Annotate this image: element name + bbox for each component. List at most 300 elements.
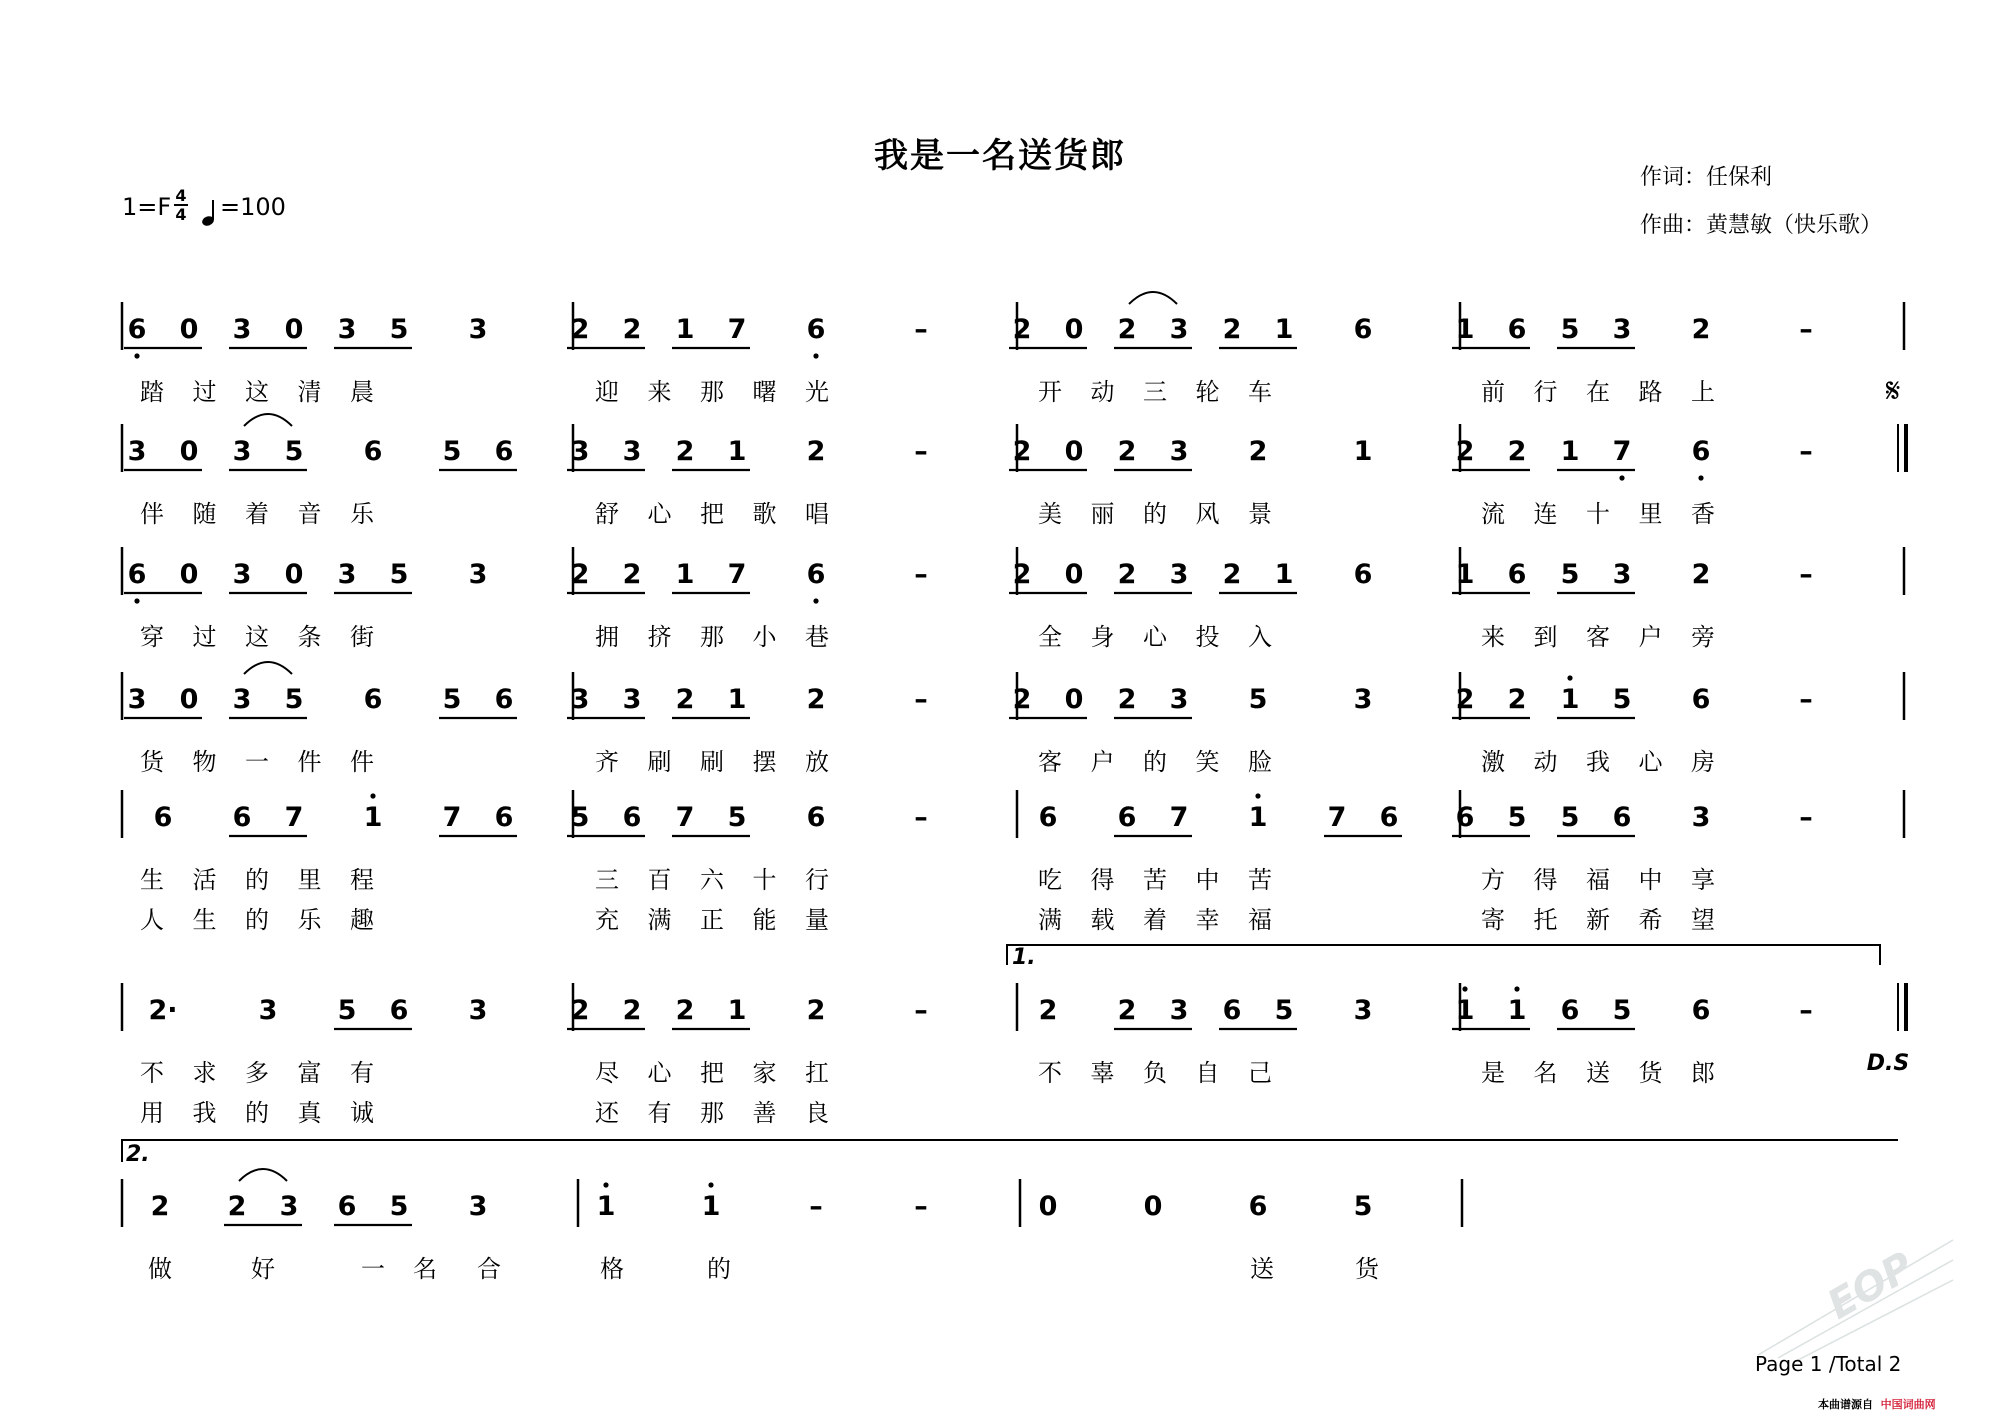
lyric-char: 伴 bbox=[140, 500, 164, 528]
note: 6 bbox=[494, 436, 514, 467]
note: 0 bbox=[284, 559, 304, 590]
high-octave-dot bbox=[1567, 675, 1572, 680]
note: 3 bbox=[1353, 995, 1373, 1026]
note: 2 bbox=[806, 684, 826, 715]
lyric-char: 风 bbox=[1195, 500, 1220, 528]
note: 3 bbox=[468, 559, 488, 590]
note: 7 bbox=[284, 802, 304, 833]
note: 3 bbox=[468, 314, 488, 345]
note: 2 bbox=[1012, 314, 1032, 345]
lyric-char: 拥 bbox=[595, 623, 619, 651]
lyric-char: 有 bbox=[647, 1099, 672, 1127]
note: 2 bbox=[1012, 559, 1032, 590]
note: 2 bbox=[150, 1191, 170, 1222]
note: 6 bbox=[1507, 559, 1527, 590]
note: 0 bbox=[1064, 559, 1084, 590]
note: 2 bbox=[570, 995, 590, 1026]
note: 2 bbox=[1012, 684, 1032, 715]
lyric-char: 这 bbox=[245, 623, 269, 651]
lyric-char: 舒 bbox=[595, 500, 619, 528]
note: 6 bbox=[363, 436, 383, 467]
sustain-dash: – bbox=[914, 684, 928, 715]
note: 0 bbox=[179, 314, 199, 345]
lyric-char: 货 bbox=[1355, 1255, 1379, 1283]
low-octave-dot bbox=[134, 598, 139, 603]
lyric-char: 福 bbox=[1248, 906, 1272, 934]
note: 3 bbox=[127, 684, 147, 715]
note: 5 bbox=[1612, 684, 1632, 715]
note: 2 bbox=[1117, 559, 1137, 590]
lyric-char: 刷 bbox=[647, 748, 672, 776]
key-signature: 1=F bbox=[122, 193, 172, 221]
note: 6 bbox=[622, 802, 642, 833]
note: 0 bbox=[1064, 314, 1084, 345]
note: 1 bbox=[1560, 436, 1580, 467]
ds-mark: D.S bbox=[1866, 1051, 1910, 1076]
lyric-char: 望 bbox=[1691, 906, 1715, 934]
note: 1 bbox=[675, 314, 695, 345]
note: 5 bbox=[284, 684, 304, 715]
lyric-char: 好 bbox=[251, 1255, 275, 1283]
note: 6 bbox=[1222, 995, 1242, 1026]
note: 1 bbox=[596, 1191, 616, 1222]
note: 6 bbox=[1353, 559, 1373, 590]
note: 2 bbox=[1507, 436, 1527, 467]
lyric-char: 用 bbox=[140, 1099, 164, 1127]
lyric-char: 货 bbox=[140, 748, 164, 776]
high-octave-dot bbox=[603, 1182, 608, 1187]
note: 6 bbox=[389, 995, 409, 1026]
note: 3 bbox=[1612, 314, 1632, 345]
note: 2 bbox=[806, 995, 826, 1026]
lyric-char: 一 bbox=[245, 748, 269, 776]
lyric-char: 客 bbox=[1038, 748, 1062, 776]
lyric-char: 前 bbox=[1481, 378, 1505, 406]
note: 3 bbox=[337, 559, 357, 590]
note: 0 bbox=[1038, 1191, 1058, 1222]
note: 5 bbox=[1612, 995, 1632, 1026]
lyric-char: 满 bbox=[647, 906, 672, 934]
note: 2 bbox=[1691, 314, 1711, 345]
note: 3 bbox=[570, 684, 590, 715]
note: 1 bbox=[727, 995, 747, 1026]
lyric-char: 着 bbox=[1143, 906, 1167, 934]
note: 3 bbox=[279, 1191, 299, 1222]
lyric-char: 不 bbox=[140, 1059, 164, 1087]
lyric-char: 趣 bbox=[350, 906, 374, 934]
note: 3 bbox=[570, 436, 590, 467]
note: 2 bbox=[1117, 436, 1137, 467]
lyric-char: 户 bbox=[1090, 748, 1115, 776]
note: 1 bbox=[363, 802, 383, 833]
lyric-char: 善 bbox=[752, 1099, 777, 1127]
note: 6 bbox=[494, 684, 514, 715]
lyric-char: 那 bbox=[700, 378, 724, 406]
lyric-char: 送 bbox=[1250, 1255, 1274, 1283]
note: 2 bbox=[1117, 684, 1137, 715]
note: 1 bbox=[1274, 559, 1294, 590]
note: 2· bbox=[148, 995, 178, 1026]
lyric-char: 的 bbox=[245, 1099, 269, 1127]
lyric-char: 良 bbox=[805, 1099, 829, 1127]
note: 6 bbox=[1379, 802, 1399, 833]
low-octave-dot bbox=[813, 598, 818, 603]
lyric-char: 自 bbox=[1195, 1059, 1220, 1087]
note: 1 bbox=[1455, 314, 1475, 345]
note: 3 bbox=[1169, 314, 1189, 345]
lyric-char: 百 bbox=[647, 866, 672, 894]
low-octave-dot bbox=[1698, 475, 1703, 480]
lyric-char: 货 bbox=[1638, 1059, 1663, 1087]
note: 7 bbox=[1327, 802, 1347, 833]
note: 0 bbox=[179, 559, 199, 590]
lyric-char: 小 bbox=[752, 623, 777, 651]
note: 7 bbox=[675, 802, 695, 833]
lyric-char: 这 bbox=[245, 378, 269, 406]
lyric-char: 负 bbox=[1143, 1059, 1167, 1087]
lyric-char: 那 bbox=[700, 1099, 724, 1127]
lyric-char: 歌 bbox=[752, 500, 777, 528]
note: 3 bbox=[468, 995, 488, 1026]
note: 3 bbox=[622, 436, 642, 467]
lyric-char: 开 bbox=[1038, 378, 1062, 406]
volta-1-label: 1. bbox=[1012, 945, 1036, 970]
lyric-char: 不 bbox=[1038, 1059, 1062, 1087]
high-octave-dot bbox=[370, 793, 375, 798]
lyric-char: 正 bbox=[700, 906, 724, 934]
note: 1 bbox=[1248, 802, 1268, 833]
note: 1 bbox=[701, 1191, 721, 1222]
note: 6 bbox=[1691, 995, 1711, 1026]
note: 6 bbox=[127, 559, 147, 590]
lyric-char: 希 bbox=[1638, 906, 1663, 934]
lyric-char: 齐 bbox=[595, 748, 619, 776]
high-octave-dot bbox=[1462, 986, 1467, 991]
lyric-char: 丽 bbox=[1090, 500, 1115, 528]
note: 6 bbox=[1038, 802, 1058, 833]
note: 1 bbox=[1560, 684, 1580, 715]
note: 2 bbox=[1455, 436, 1475, 467]
note: 1 bbox=[1274, 314, 1294, 345]
lyric-char: 程 bbox=[350, 866, 374, 894]
lyric-char: 得 bbox=[1533, 866, 1558, 894]
lyric-char: 到 bbox=[1533, 623, 1558, 651]
note: 3 bbox=[1691, 802, 1711, 833]
note: 3 bbox=[232, 559, 252, 590]
lyric-char: 车 bbox=[1248, 378, 1272, 406]
note: 6 bbox=[1353, 314, 1373, 345]
note: 5 bbox=[1507, 802, 1527, 833]
note: 2 bbox=[1117, 995, 1137, 1026]
lyric-char: 的 bbox=[1143, 748, 1167, 776]
lyric-char: 美 bbox=[1038, 500, 1062, 528]
volta-2-label: 2. bbox=[126, 1142, 150, 1167]
lyric-char: 量 bbox=[805, 906, 829, 934]
note: 5 bbox=[389, 559, 409, 590]
note: 3 bbox=[622, 684, 642, 715]
lyric-char: 巷 bbox=[805, 623, 829, 651]
source-credit bbox=[1818, 1396, 1936, 1412]
lyric-char: 流 bbox=[1481, 500, 1505, 528]
lyric-char: 尽 bbox=[595, 1059, 619, 1087]
lyric-char: 全 bbox=[1038, 623, 1062, 651]
sustain-dash: – bbox=[914, 1191, 928, 1222]
lyric-char: 心 bbox=[1143, 623, 1167, 651]
source-prefix: 本曲谱源自 bbox=[1818, 1398, 1873, 1411]
lyric-char: 一 bbox=[361, 1255, 385, 1283]
lyric-char: 旁 bbox=[1691, 623, 1715, 651]
note: 2 bbox=[622, 995, 642, 1026]
lyric-char: 求 bbox=[192, 1059, 217, 1087]
lyric-char: 身 bbox=[1090, 623, 1115, 651]
note: 6 bbox=[127, 314, 147, 345]
lyric-char: 光 bbox=[805, 378, 829, 406]
lyric-char: 迎 bbox=[595, 378, 619, 406]
sustain-dash: – bbox=[1799, 314, 1813, 345]
note: 2 bbox=[1691, 559, 1711, 590]
note: 6 bbox=[153, 802, 173, 833]
note: 1 bbox=[1507, 995, 1527, 1026]
lyric-char: 三 bbox=[1143, 378, 1167, 406]
lyric-char: 轮 bbox=[1195, 378, 1220, 406]
note: 6 bbox=[1455, 802, 1475, 833]
lyric-char: 曙 bbox=[752, 378, 777, 406]
low-octave-dot bbox=[1619, 475, 1624, 480]
note: 2 bbox=[1222, 314, 1242, 345]
sustain-dash: – bbox=[914, 802, 928, 833]
song-title: 我是一名送货郎 bbox=[874, 136, 1126, 176]
note: 2 bbox=[1248, 436, 1268, 467]
note: 0 bbox=[1143, 1191, 1163, 1222]
high-octave-dot bbox=[1514, 986, 1519, 991]
note: 2 bbox=[570, 559, 590, 590]
lyric-char: 物 bbox=[192, 748, 217, 776]
lyric-char: 得 bbox=[1090, 866, 1115, 894]
lyric-char: 户 bbox=[1638, 623, 1663, 651]
lyric-char: 件 bbox=[350, 748, 374, 776]
lyric-char: 载 bbox=[1090, 906, 1115, 934]
note: 3 bbox=[1169, 559, 1189, 590]
lyric-char: 享 bbox=[1691, 866, 1715, 894]
note: 5 bbox=[389, 1191, 409, 1222]
tie-arc bbox=[244, 662, 292, 674]
lyric-char: 还 bbox=[595, 1099, 619, 1127]
note: 6 bbox=[232, 802, 252, 833]
note: 3 bbox=[1169, 684, 1189, 715]
lyric-char: 扛 bbox=[805, 1059, 829, 1087]
note: 0 bbox=[1064, 436, 1084, 467]
note: 2 bbox=[622, 314, 642, 345]
lyric-char: 上 bbox=[1691, 378, 1715, 406]
sustain-dash: – bbox=[914, 559, 928, 590]
volta-bracket-2 bbox=[122, 1140, 1898, 1162]
lyric-char: 诚 bbox=[350, 1099, 374, 1127]
lyric-char: 客 bbox=[1586, 623, 1610, 651]
lyric-char: 行 bbox=[805, 866, 829, 894]
lyric-char: 穿 bbox=[140, 623, 164, 651]
note: 6 bbox=[806, 802, 826, 833]
lyric-char: 激 bbox=[1481, 748, 1505, 776]
low-octave-dot bbox=[134, 353, 139, 358]
lyric-char: 入 bbox=[1248, 623, 1272, 651]
note: 6 bbox=[1612, 802, 1632, 833]
tie-arc bbox=[239, 1169, 287, 1181]
note: 5 bbox=[284, 436, 304, 467]
lyric-char: 六 bbox=[700, 866, 724, 894]
note: 2 bbox=[675, 684, 695, 715]
lyric-char: 苦 bbox=[1143, 866, 1167, 894]
tempo-bpm: =100 bbox=[220, 193, 286, 221]
lyric-char: 人 bbox=[140, 906, 164, 934]
note: 2 bbox=[227, 1191, 247, 1222]
lyric-char: 心 bbox=[647, 500, 672, 528]
lyric-char: 寄 bbox=[1481, 906, 1505, 934]
tie-arc bbox=[244, 414, 292, 426]
lyric-char: 件 bbox=[297, 748, 322, 776]
lyric-char: 是 bbox=[1481, 1059, 1505, 1087]
lyric-char: 能 bbox=[752, 906, 777, 934]
lyric-char: 刷 bbox=[700, 748, 724, 776]
lyricist-credit: 作词：任保利 bbox=[1640, 165, 1773, 190]
note: 2 bbox=[570, 314, 590, 345]
sustain-dash: – bbox=[914, 995, 928, 1026]
lyric-char: 充 bbox=[595, 906, 619, 934]
lyric-char: 房 bbox=[1691, 748, 1715, 776]
lyric-char: 己 bbox=[1248, 1059, 1272, 1087]
note: 1 bbox=[727, 436, 747, 467]
lyric-char: 合 bbox=[477, 1255, 501, 1283]
lyric-char: 投 bbox=[1195, 623, 1220, 651]
sustain-dash: – bbox=[809, 1191, 823, 1222]
lyric-char: 街 bbox=[350, 623, 374, 651]
lyric-char: 晨 bbox=[350, 378, 374, 406]
note: 5 bbox=[442, 684, 462, 715]
lyric-char: 我 bbox=[1586, 748, 1610, 776]
note: 3 bbox=[1353, 684, 1373, 715]
lyric-char: 动 bbox=[1090, 378, 1115, 406]
note: 5 bbox=[1560, 314, 1580, 345]
lyric-char: 香 bbox=[1691, 500, 1715, 528]
note: 5 bbox=[1560, 559, 1580, 590]
lyric-char: 幸 bbox=[1195, 906, 1220, 934]
note: 2 bbox=[1012, 436, 1032, 467]
note: 6 bbox=[363, 684, 383, 715]
note: 6 bbox=[1560, 995, 1580, 1026]
time-signature-bottom: 4 bbox=[175, 205, 187, 224]
lyric-char: 笑 bbox=[1195, 748, 1220, 776]
note: 5 bbox=[727, 802, 747, 833]
note: 7 bbox=[1169, 802, 1189, 833]
lyric-char: 过 bbox=[192, 378, 217, 406]
segno-mark: 𝄋 bbox=[1885, 371, 1901, 411]
lyric-char: 动 bbox=[1533, 748, 1558, 776]
note: 6 bbox=[1507, 314, 1527, 345]
note: 1 bbox=[727, 684, 747, 715]
lyric-char: 的 bbox=[707, 1255, 731, 1283]
lyric-char: 里 bbox=[297, 866, 322, 894]
sustain-dash: – bbox=[1799, 995, 1813, 1026]
note: 5 bbox=[337, 995, 357, 1026]
note: 3 bbox=[232, 314, 252, 345]
lyric-char: 吃 bbox=[1038, 866, 1062, 894]
lyric-char: 生 bbox=[192, 906, 217, 934]
sustain-dash: – bbox=[914, 436, 928, 467]
lyric-char: 新 bbox=[1586, 906, 1610, 934]
eop-watermark bbox=[1738, 1230, 1958, 1360]
lyric-char: 着 bbox=[245, 500, 269, 528]
lyric-char: 路 bbox=[1638, 378, 1663, 406]
note: 3 bbox=[1612, 559, 1632, 590]
lyric-char: 摆 bbox=[752, 748, 777, 776]
lyric-char: 连 bbox=[1533, 500, 1558, 528]
lyric-char: 挤 bbox=[647, 623, 672, 651]
lyric-char: 心 bbox=[647, 1059, 672, 1087]
note: 2 bbox=[1222, 559, 1242, 590]
lyric-char: 音 bbox=[297, 500, 322, 528]
high-octave-dot bbox=[1255, 793, 1260, 798]
lyric-char: 做 bbox=[148, 1255, 172, 1283]
lyric-char: 把 bbox=[700, 1059, 724, 1087]
lyric-char: 格 bbox=[600, 1255, 624, 1283]
lyric-char: 乐 bbox=[350, 500, 374, 528]
lyric-char: 真 bbox=[297, 1099, 322, 1127]
note: 2 bbox=[806, 436, 826, 467]
lyric-char: 苦 bbox=[1248, 866, 1272, 894]
watermark-text: EOP bbox=[1820, 1243, 1922, 1329]
lyric-char: 富 bbox=[297, 1059, 322, 1087]
lyric-char: 的 bbox=[245, 906, 269, 934]
lyric-char: 景 bbox=[1248, 500, 1272, 528]
note: 5 bbox=[1274, 995, 1294, 1026]
lyric-char: 福 bbox=[1586, 866, 1610, 894]
note: 3 bbox=[337, 314, 357, 345]
note: 0 bbox=[179, 436, 199, 467]
note: 6 bbox=[494, 802, 514, 833]
volta-bracket-1 bbox=[1007, 945, 1880, 965]
lyric-char: 送 bbox=[1586, 1059, 1610, 1087]
lyric-char: 方 bbox=[1481, 866, 1505, 894]
lyric-char: 条 bbox=[297, 623, 322, 651]
lyric-char: 里 bbox=[1638, 500, 1663, 528]
lyric-char: 清 bbox=[297, 378, 322, 406]
lyric-char: 我 bbox=[192, 1099, 217, 1127]
sustain-dash: – bbox=[1799, 436, 1813, 467]
note: 6 bbox=[337, 1191, 357, 1222]
note: 6 bbox=[1248, 1191, 1268, 1222]
lyric-char: 在 bbox=[1586, 378, 1610, 406]
lyric-char: 行 bbox=[1533, 378, 1558, 406]
note: 2 bbox=[622, 559, 642, 590]
lyric-char: 来 bbox=[1481, 623, 1505, 651]
note: 3 bbox=[468, 1191, 488, 1222]
lyric-char: 中 bbox=[1195, 866, 1220, 894]
lyric-char: 的 bbox=[1143, 500, 1167, 528]
note: 2 bbox=[675, 995, 695, 1026]
lyric-char: 踏 bbox=[140, 378, 164, 406]
lyric-char: 有 bbox=[350, 1059, 374, 1087]
lyric-char: 名 bbox=[413, 1255, 437, 1283]
note: 2 bbox=[1117, 314, 1137, 345]
note: 5 bbox=[1560, 802, 1580, 833]
sustain-dash: – bbox=[1799, 559, 1813, 590]
page-indicator: Page 1 /Total 2 bbox=[1755, 1352, 1902, 1376]
note: 0 bbox=[284, 314, 304, 345]
lyric-char: 三 bbox=[595, 866, 619, 894]
note: 1 bbox=[1455, 995, 1475, 1026]
lyric-char: 生 bbox=[140, 866, 164, 894]
note: 6 bbox=[1691, 436, 1711, 467]
note: 6 bbox=[806, 559, 826, 590]
